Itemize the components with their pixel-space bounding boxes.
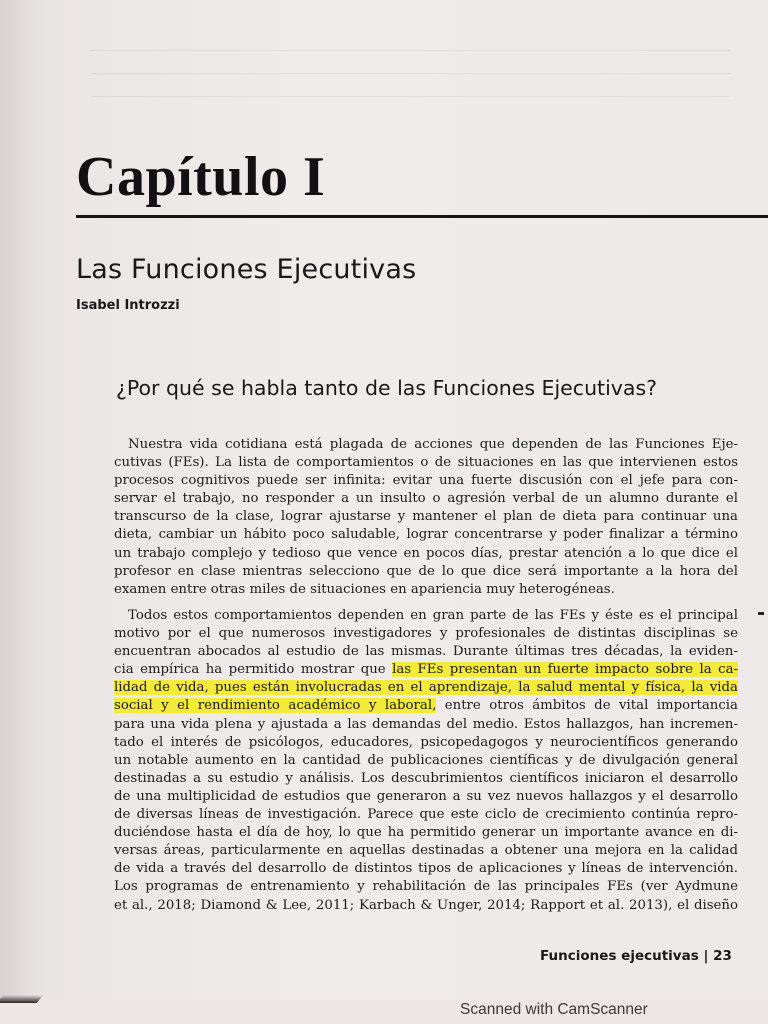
- paragraph-2-line: [114, 661, 738, 679]
- paragraph-2-line: destinadas a su estudio y análisis. Los descubrimientos científicos iniciaron el desarrollo: [114, 770, 738, 786]
- paragraph-2-line: un notable aumento en la cantidad de publicaciones científicas y de divulgación general: [114, 752, 738, 768]
- paragraph-2-line: de diversas líneas de investigación. Parece que este ciclo de crecimiento continúa repro-: [114, 807, 738, 823]
- chapter-subtitle: Las Funciones Ejecutivas: [76, 254, 417, 285]
- highlighted-text: lidad de vida, pues están involucradas en el aprendizaje, la salud mental y física, la vida: [114, 680, 738, 696]
- section-heading: ¿Por qué se habla tanto de las Funciones Ejecutivas?: [116, 376, 658, 400]
- plain-text: cia empírica ha permitido mostrar que: [114, 662, 393, 678]
- paragraph-1-line: transcurso de la clase, lograr ajustarse y mantener el plan de dieta para continuar una: [114, 509, 738, 525]
- margin-mark: [758, 612, 764, 615]
- paragraph-2-line: Todos estos comportamientos dependen en gran parte de las FEs y éste es el principal: [128, 608, 738, 623]
- paragraph-1-line: dieta, cambiar un hábito poco saludable, lograr concentrarse y poder finalizar a término: [114, 527, 738, 543]
- paragraph-2-line: encuentran abocados al estudio de las mismas. Durante últimas tres décadas, la eviden-: [114, 644, 738, 660]
- paragraph-2-line: [114, 679, 738, 697]
- paragraph-1-line: Nuestra vida cotidiana está plagada de acciones que dependen de las Funciones Eje-: [128, 437, 738, 452]
- page-edge-shadow: [0, 995, 43, 1003]
- paragraph-1: [114, 436, 738, 599]
- paragraph-2-line: duciéndose hasta el día de hoy, lo que ha permitido generar un importante avance en di-: [114, 825, 738, 841]
- author-name: Isabel Introzzi: [76, 298, 180, 313]
- chapter-title: Capítulo I: [76, 146, 326, 208]
- paragraph-1-line: profesor en clase mientras selecciono que de lo que dice será importante a la hora del: [114, 563, 738, 579]
- paragraph-2-line: de una multiplicidad de estudios que generaron a su vez nuevos hallazgos y el desarrollo: [114, 788, 738, 804]
- plain-text: entre otros ámbitos de vital importancia: [436, 698, 738, 714]
- paragraph-1-line: examen entre otras miles de situaciones en apariencia muy heterogéneas.: [114, 581, 615, 597]
- scanner-watermark: Scanned with CamScanner: [460, 1001, 648, 1018]
- paragraph-2-line: motivo por el que numerosos investigadores y profesionales de distintas disciplinas se: [114, 626, 738, 642]
- paragraph-2: [114, 607, 738, 915]
- paragraph-2-line: para una vida plena y ajustada a las demandas del medio. Estos hallazgos, han incremen-: [114, 716, 738, 732]
- paragraph-1-line: servar el trabajo, no responder a un insulto o agresión verbal de un alumno durante el: [114, 491, 738, 507]
- highlighted-text: las FEs presentan un fuerte impacto sobre la ca-: [392, 662, 738, 678]
- paragraph-1-line: un trabajo complejo y tedioso que vence en pocos días, prestar atención a lo que dice el: [114, 545, 738, 561]
- paragraph-1-line: procesos cognitivos puede ser infinita: evitar una fuerte discusión con el jefe para con-: [114, 473, 738, 489]
- paragraph-2-line: [114, 697, 738, 715]
- paragraph-1-line: cutivas (FEs). La lista de comportamientos o de situaciones en las que intervienen estos: [114, 455, 738, 471]
- paragraph-2-line: versas áreas, particularmente en aquellas destinadas a obtener una mejora en la calidad: [114, 843, 738, 859]
- highlighted-text: social y el rendimiento académico y laboral,: [114, 698, 437, 714]
- chapter-rule: [76, 215, 768, 218]
- paragraph-2-line: de vida a través del desarrollo de distintos tipos de aplicaciones y líneas de intervención.: [114, 861, 738, 877]
- paragraph-2-line: et al., 2018; Diamond & Lee, 2011; Karbach & Unger, 2014; Rapport et al. 2013), el diseño: [114, 897, 738, 913]
- paragraph-2-line: Los programas de entrenamiento y rehabilitación de las principales FEs (ver Aydmune: [114, 879, 738, 895]
- page-footer: Funciones ejecutivas | 23: [540, 948, 732, 964]
- paragraph-2-line: tado el interés de psicólogos, educadores, psicopedagogos y neurocientíficos generando: [114, 734, 738, 750]
- bleed-through-text: [90, 50, 730, 140]
